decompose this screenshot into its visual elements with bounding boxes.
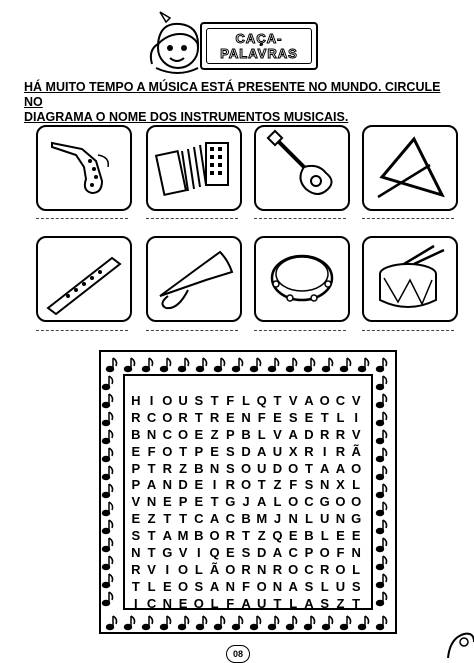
grid-letter[interactable]: N (272, 578, 283, 594)
grid-letter[interactable]: L (320, 528, 329, 544)
instructions-line-2: DIAGRAMA O NOME DOS INSTRUMENTOS MUSICAIS. (24, 110, 349, 124)
grid-letter[interactable]: C (194, 511, 204, 527)
grid-letter[interactable]: S (241, 544, 251, 560)
flute-card (36, 236, 132, 322)
grid-letter[interactable]: T (210, 392, 219, 408)
grid-letter[interactable]: R (319, 561, 330, 577)
guitar-icon (256, 127, 348, 209)
grid-letter[interactable]: L (352, 561, 361, 577)
grid-letter[interactable]: N (209, 460, 220, 476)
grid-letter[interactable]: S (194, 392, 204, 408)
grid-letter[interactable]: Z (257, 528, 266, 544)
grid-letter[interactable]: R (209, 409, 220, 425)
grid-letter[interactable]: O (240, 460, 252, 476)
grid-letter[interactable]: S (194, 578, 204, 594)
grid-letter[interactable]: V (351, 392, 361, 408)
grid-row (128, 392, 364, 409)
grid-letter[interactable]: P (194, 443, 204, 459)
grid-letter[interactable]: T (320, 409, 329, 425)
accordion-icon (148, 127, 240, 209)
trumpet-card (146, 236, 242, 322)
grid-letter[interactable]: L (320, 578, 329, 594)
grid-letter[interactable]: I (322, 443, 327, 459)
grid-letter[interactable]: C (225, 511, 235, 527)
flute-icon (38, 238, 130, 320)
grid-letter[interactable]: C (335, 392, 346, 408)
instructions-line-1: HÁ MUITO TEMPO A MÚSICA ESTÁ PRESENTE NO MUNDO. CIRCULE NO (24, 80, 441, 109)
corner-decoration-icon (444, 628, 474, 658)
grid-letter[interactable]: Z (147, 511, 156, 527)
grid-letter[interactable]: N (225, 578, 235, 594)
grid-letter[interactable]: Z (210, 426, 219, 442)
grid-letter[interactable]: M (256, 511, 268, 527)
grid-letter[interactable]: Z (179, 460, 188, 476)
grid-letter[interactable]: N (335, 511, 346, 527)
grid-letter[interactable]: J (242, 494, 250, 510)
grid-letter[interactable]: O (319, 544, 330, 560)
grid-letter[interactable]: V (178, 544, 188, 560)
grid-letter[interactable]: E (336, 528, 345, 544)
grid-letter[interactable]: R (225, 528, 235, 544)
grid-letter[interactable]: Ã (209, 561, 220, 577)
grid-letter[interactable]: U (335, 578, 346, 594)
grid-row (128, 426, 364, 443)
grid-letter[interactable]: A (241, 595, 251, 611)
grid-letter[interactable]: C (304, 561, 314, 577)
grid-letter[interactable]: A (335, 460, 346, 476)
grid-letter[interactable]: R (319, 426, 330, 442)
grid-letter[interactable]: D (272, 460, 283, 476)
grid-letter[interactable]: C (146, 595, 157, 611)
grid-row (128, 544, 364, 561)
grid-letter[interactable]: O (351, 494, 362, 510)
grid-letter[interactable]: Q (256, 392, 267, 408)
grid-letter[interactable]: S (225, 443, 235, 459)
answer-line-5 (36, 330, 128, 331)
grid-letter[interactable]: S (131, 528, 141, 544)
grid-letter[interactable]: E (273, 409, 282, 425)
grid-letter[interactable]: O (319, 392, 330, 408)
grid-letter[interactable]: Z (273, 477, 282, 493)
grid-letter[interactable]: F (336, 544, 345, 560)
grid-letter[interactable]: C (288, 544, 298, 560)
answer-line-7 (254, 330, 346, 331)
grid-letter[interactable]: I (196, 544, 201, 560)
grid-letter[interactable]: O (288, 460, 299, 476)
grid-letter[interactable]: E (194, 494, 204, 510)
worksheet-header (140, 8, 320, 80)
grid-letter[interactable]: T (257, 477, 266, 493)
grid-letter[interactable]: R (178, 409, 188, 425)
instructions (24, 80, 454, 125)
grid-letter[interactable]: U (257, 595, 267, 611)
grid-letter[interactable]: I (212, 477, 217, 493)
grid-letter[interactable]: E (131, 443, 141, 459)
grid-letter[interactable]: A (304, 595, 314, 611)
grid-letter[interactable]: L (304, 511, 313, 527)
grid-letter[interactable]: T (304, 460, 313, 476)
grid-letter[interactable]: E (131, 511, 141, 527)
grid-letter[interactable]: U (178, 392, 188, 408)
grid-letter[interactable]: O (178, 426, 189, 442)
grid-letter[interactable]: E (288, 528, 298, 544)
grid-letter[interactable]: T (147, 460, 156, 476)
grid-letter[interactable]: O (162, 392, 173, 408)
grid-letter[interactable]: E (351, 528, 361, 544)
grid-letter[interactable]: E (194, 477, 204, 493)
grid-letter[interactable]: B (131, 426, 141, 442)
grid-letter[interactable]: T (131, 578, 140, 594)
grid-letter[interactable]: O (351, 460, 362, 476)
grid-letter[interactable]: T (179, 511, 188, 527)
grid-row (128, 527, 364, 544)
grid-letter[interactable]: A (272, 544, 283, 560)
grid-letter[interactable]: F (242, 578, 250, 594)
grid-letter[interactable]: Q (272, 528, 283, 544)
grid-letter[interactable]: B (194, 460, 204, 476)
grid-letter[interactable]: B (304, 528, 314, 544)
grid-letter[interactable]: L (210, 595, 219, 611)
grid-letter[interactable]: A (209, 578, 220, 594)
triangle-icon (364, 127, 456, 209)
grid-row (128, 595, 364, 612)
grid-letter[interactable]: V (131, 494, 141, 510)
grid-letter[interactable]: T (179, 443, 188, 459)
grid-row (128, 443, 364, 460)
grid-letter[interactable]: U (319, 511, 330, 527)
title-line-1: CAÇA- (235, 31, 283, 46)
grid-letter[interactable]: U (272, 443, 283, 459)
grid-letter[interactable]: F (226, 595, 235, 611)
grid-letter[interactable]: G (319, 494, 330, 510)
grid-letter[interactable]: I (354, 409, 358, 425)
grid-letter[interactable]: O (288, 494, 299, 510)
grid-letter[interactable]: A (162, 528, 173, 544)
grid-row (128, 578, 364, 595)
grid-letter[interactable]: U (257, 460, 267, 476)
grid-letter[interactable]: R (272, 561, 283, 577)
tambourine-icon (256, 238, 348, 320)
grid-letter[interactable]: A (288, 578, 298, 594)
grid-letter[interactable]: I (134, 595, 138, 611)
grid-letter[interactable]: B (241, 511, 251, 527)
grid-letter[interactable]: D (178, 477, 188, 493)
grid-letter[interactable]: L (194, 561, 203, 577)
grid-letter[interactable]: A (146, 477, 157, 493)
grid-letter[interactable]: N (131, 544, 141, 560)
grid-letter[interactable]: T (273, 392, 282, 408)
grid-letter[interactable]: X (288, 443, 298, 459)
grid-letter[interactable]: O (193, 595, 204, 611)
grid-letter[interactable]: O (209, 528, 220, 544)
grid-letter[interactable]: O (162, 409, 173, 425)
grid-letter[interactable]: B (194, 528, 204, 544)
grid-letter[interactable]: N (162, 595, 173, 611)
grid-letter[interactable]: N (162, 477, 173, 493)
grid-letter[interactable]: E (163, 494, 172, 510)
grid-letter[interactable]: G (162, 544, 173, 560)
grid-letter[interactable]: A (288, 426, 298, 442)
answer-line-4 (362, 218, 454, 219)
grid-letter[interactable]: O (162, 443, 173, 459)
grid-letter[interactable]: P (178, 494, 188, 510)
accordion-card (146, 125, 242, 211)
grid-letter[interactable]: T (147, 528, 156, 544)
grid-letter[interactable]: G (351, 511, 362, 527)
answer-line-3 (254, 218, 346, 219)
drum-card (362, 236, 458, 322)
grid-letter[interactable]: V (147, 561, 156, 577)
grid-letter[interactable]: N (241, 409, 251, 425)
grid-letter[interactable]: R (162, 460, 173, 476)
grid-letter[interactable]: S (304, 477, 314, 493)
grid-letter[interactable]: B (241, 426, 251, 442)
grid-letter[interactable]: D (257, 544, 267, 560)
grid-letter[interactable]: R (335, 426, 346, 442)
grid-letter[interactable]: S (351, 578, 361, 594)
grid-letter[interactable]: P (304, 544, 314, 560)
grid-letter[interactable]: X (336, 477, 345, 493)
grid-letter[interactable]: N (351, 544, 361, 560)
title-box (200, 22, 318, 70)
grid-letter[interactable]: P (225, 426, 235, 442)
grid-letter[interactable]: V (351, 426, 361, 442)
grid-letter[interactable]: C (162, 426, 173, 442)
grid-letter[interactable]: O (256, 578, 267, 594)
grid-letter[interactable]: L (273, 494, 282, 510)
grid-letter[interactable]: L (352, 477, 361, 493)
grid-letter[interactable]: T (273, 595, 282, 611)
grid-row (128, 476, 364, 493)
grid-letter[interactable]: M (177, 528, 189, 544)
grid-letter[interactable]: A (257, 443, 267, 459)
grid-letter[interactable]: O (335, 561, 346, 577)
grid-letter[interactable]: F (257, 409, 266, 425)
grid-letter[interactable]: A (209, 511, 220, 527)
grid-letter[interactable]: T (163, 511, 172, 527)
grid-letter[interactable]: L (257, 426, 266, 442)
grid-letter[interactable]: O (178, 578, 189, 594)
title-line-2: PALAVRAS (220, 46, 298, 61)
answer-line-1 (36, 218, 128, 219)
grid-letter[interactable]: S (304, 578, 314, 594)
grid-letter[interactable]: E (210, 443, 219, 459)
grid-letter[interactable]: F (147, 443, 156, 459)
grid-letter[interactable]: E (178, 595, 188, 611)
grid-letter[interactable]: Ã (351, 443, 361, 459)
grid-letter[interactable]: L (289, 595, 298, 611)
triangle-card (362, 125, 458, 211)
grid-letter[interactable]: A (304, 392, 314, 408)
grid-letter[interactable]: R (131, 561, 141, 577)
grid-letter[interactable]: T (210, 494, 219, 510)
grid-letter[interactable]: T (194, 409, 203, 425)
grid-letter[interactable]: I (149, 392, 154, 408)
grid-letter[interactable]: N (319, 477, 330, 493)
grid-letter[interactable]: V (273, 426, 282, 442)
grid-letter[interactable]: L (242, 392, 250, 408)
grid-letter[interactable]: H (131, 392, 141, 408)
grid-letter[interactable]: S (288, 409, 298, 425)
grid-letter[interactable]: C (146, 409, 157, 425)
drum-icon (364, 238, 456, 320)
grid-letter[interactable]: O (240, 477, 252, 493)
guitar-card (254, 125, 350, 211)
grid-row (128, 409, 364, 426)
trumpet-icon (148, 238, 240, 320)
grid-letter[interactable]: T (147, 544, 156, 560)
grid-letter[interactable]: L (336, 409, 345, 425)
grid-row (128, 561, 364, 578)
grid-letter[interactable]: N (288, 511, 298, 527)
grid-letter[interactable]: R (131, 409, 141, 425)
grid-letter[interactable]: Q (209, 544, 220, 560)
grid-letter[interactable]: L (147, 578, 156, 594)
grid-letter[interactable]: F (289, 477, 298, 493)
grid-letter[interactable]: E (194, 426, 204, 442)
grid-letter[interactable]: E (225, 544, 235, 560)
grid-letter[interactable]: G (225, 494, 236, 510)
saxophone-icon (38, 127, 130, 209)
tambourine-card (254, 236, 350, 322)
grid-letter[interactable]: S (320, 595, 330, 611)
grid-letter[interactable]: R (304, 443, 314, 459)
grid-row (128, 460, 364, 477)
grid-letter[interactable]: O (288, 561, 299, 577)
grid-letter[interactable]: N (257, 561, 267, 577)
grid-letter[interactable]: E (225, 409, 235, 425)
grid-letter[interactable]: R (241, 561, 251, 577)
grid-letter[interactable]: V (288, 392, 298, 408)
grid-letter[interactable]: N (146, 494, 157, 510)
page-number: 08 (226, 645, 250, 663)
answer-line-8 (362, 330, 454, 331)
grid-letter[interactable]: P (131, 477, 141, 493)
grid-letter[interactable]: A (257, 494, 267, 510)
answer-line-2 (146, 218, 238, 219)
grid-letter[interactable]: S (225, 460, 235, 476)
grid-row (128, 510, 364, 527)
grid-row (128, 493, 364, 510)
grid-letter[interactable]: Z (336, 595, 345, 611)
grid-letter[interactable]: E (304, 409, 314, 425)
grid-letter[interactable]: F (226, 392, 235, 408)
grid-letter[interactable]: D (304, 426, 314, 442)
grid-letter[interactable]: C (304, 494, 314, 510)
grid-letter[interactable]: J (273, 511, 282, 527)
grid-letter[interactable]: I (165, 561, 170, 577)
grid-letter[interactable]: N (146, 426, 157, 442)
grid-letter[interactable]: R (225, 477, 235, 493)
saxophone-card (36, 125, 132, 211)
grid-letter[interactable]: T (242, 528, 250, 544)
grid-letter[interactable]: R (335, 443, 346, 459)
grid-letter[interactable]: D (241, 443, 251, 459)
grid-letter[interactable]: E (163, 578, 172, 594)
answer-line-6 (146, 330, 238, 331)
grid-letter[interactable]: A (319, 460, 330, 476)
word-search-grid (128, 392, 364, 612)
grid-letter[interactable]: T (352, 595, 361, 611)
grid-letter[interactable]: O (225, 561, 236, 577)
grid-letter[interactable]: O (335, 494, 346, 510)
grid-letter[interactable]: O (178, 561, 189, 577)
grid-letter[interactable]: P (131, 460, 141, 476)
